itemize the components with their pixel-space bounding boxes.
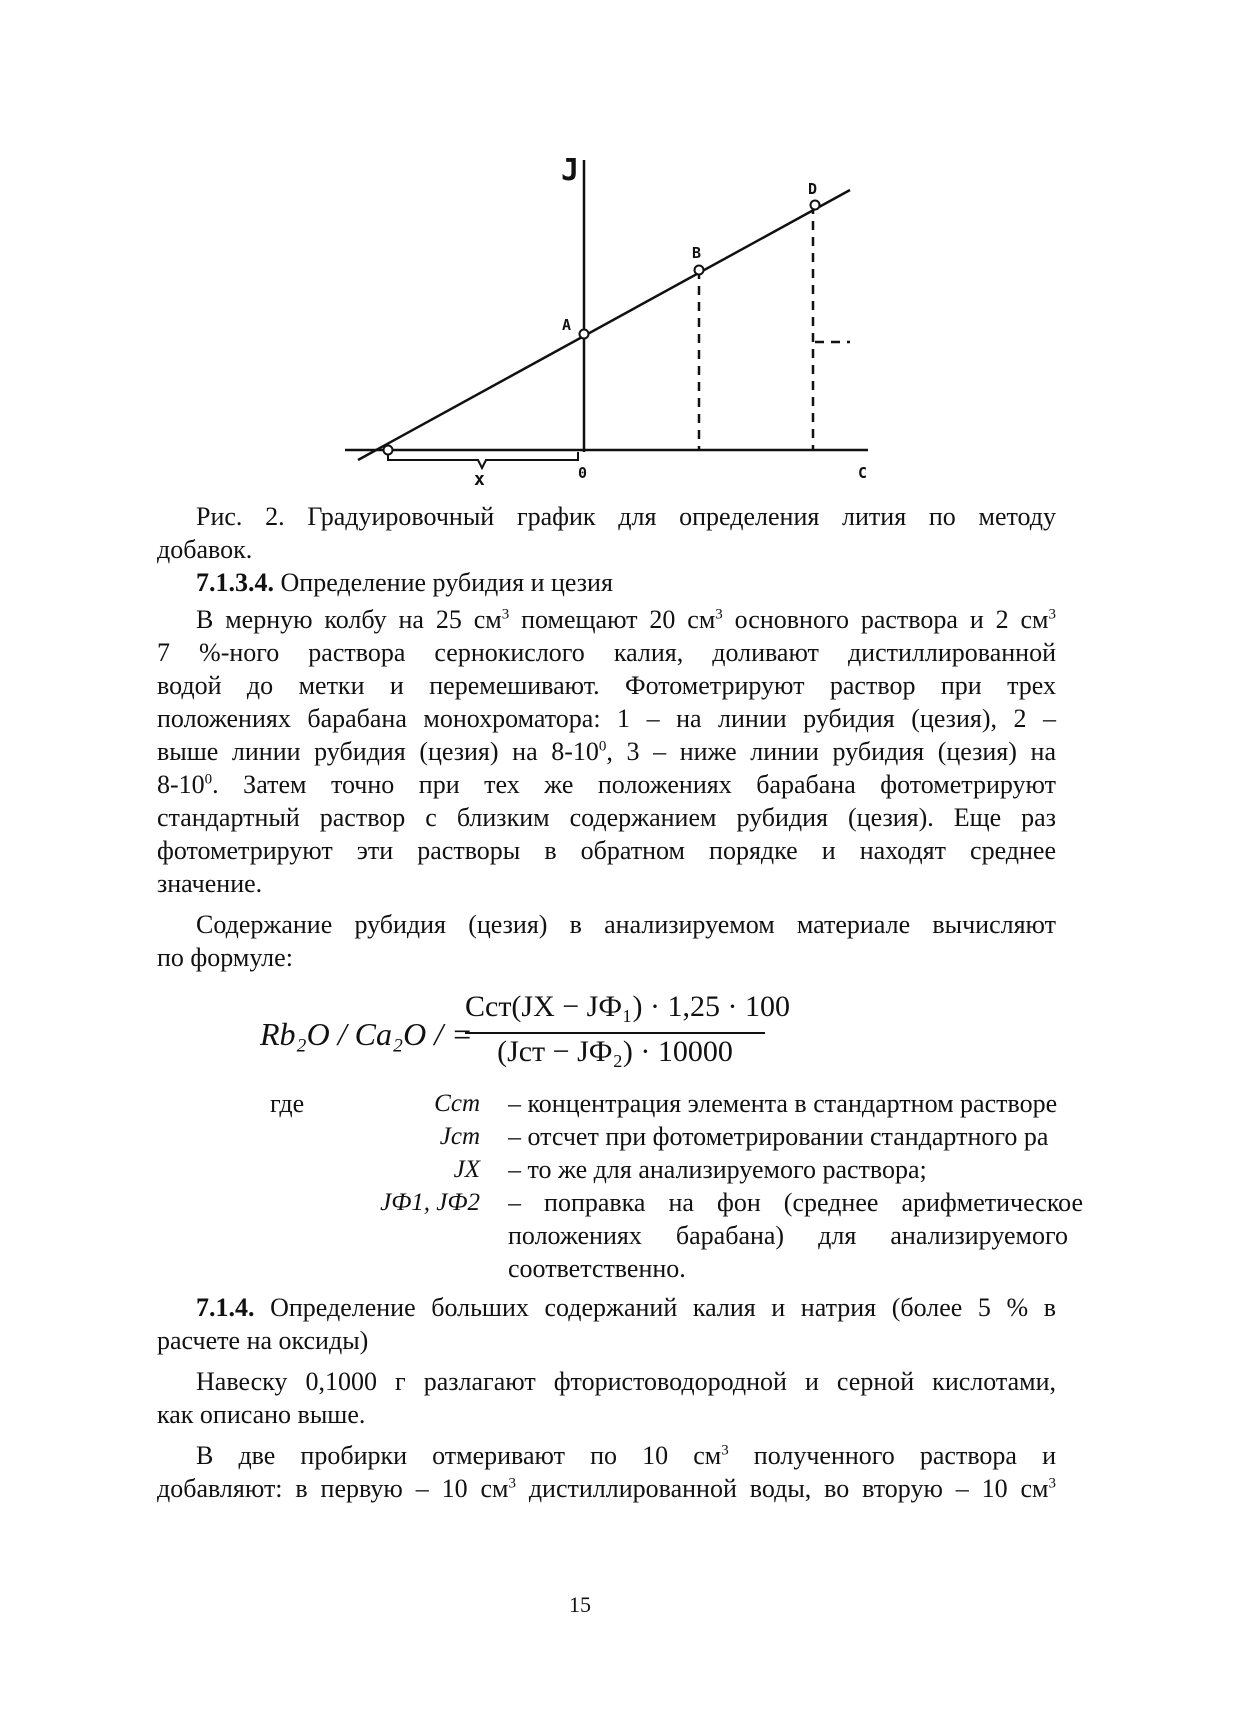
formula-denominator: (Jст − JФ₂) · 10000 bbox=[497, 1035, 733, 1068]
label-a: A bbox=[562, 316, 572, 334]
where-label: где bbox=[270, 1089, 305, 1118]
label-x: x bbox=[474, 469, 485, 490]
point-a bbox=[580, 330, 589, 339]
figure-caption-line2: добавок. bbox=[157, 535, 253, 564]
calibration-line bbox=[358, 190, 850, 460]
formula-numerator: Cст(JX − JФ₁) · 1,25 · 100 bbox=[465, 990, 790, 1023]
fraction-bar bbox=[465, 1032, 765, 1034]
point-d bbox=[811, 201, 820, 210]
definition-text: положениях барабана) для анализируемого bbox=[508, 1221, 1068, 1250]
point-x-intercept bbox=[384, 446, 393, 455]
section-number: 7.1.4. bbox=[196, 1293, 255, 1322]
definition-text: – концентрация элемента в стандартном растворе bbox=[508, 1089, 1058, 1118]
definition-text: соответственно. bbox=[508, 1254, 686, 1283]
definition-symbol: Jст bbox=[439, 1123, 480, 1150]
point-b bbox=[695, 266, 704, 275]
axis-label-j: J bbox=[561, 153, 580, 188]
definition-symbol: JX bbox=[453, 1156, 480, 1183]
section-heading-7134 bbox=[196, 566, 613, 599]
label-0: 0 bbox=[578, 464, 588, 482]
page-number: 15 bbox=[569, 1592, 591, 1617]
label-d: D bbox=[808, 180, 818, 198]
formula-lhs: Rb₂O / Ca₂O / = bbox=[260, 1016, 473, 1052]
figure-caption-line1: Рис. 2. Градуировочный график для определения лития по методу bbox=[196, 502, 1056, 531]
calibration-graph bbox=[0, 0, 1240, 500]
section-title: Определение рубидия и цезия bbox=[280, 568, 613, 597]
section-number: 7.1.3.4. bbox=[196, 568, 274, 597]
x-brace bbox=[388, 452, 578, 468]
label-c: C bbox=[858, 464, 868, 482]
definition-text: – отсчет при фотометрировании стандартного ра bbox=[508, 1122, 1049, 1151]
definition-text: – поправка на фон (среднее арифметическое bbox=[508, 1188, 1083, 1217]
definition-symbol: JФ1, JФ2 bbox=[380, 1189, 480, 1216]
label-b: B bbox=[692, 244, 702, 262]
definition-text: – то же для анализируемого раствора; bbox=[508, 1155, 927, 1184]
formula-rb2o-ca2o bbox=[250, 990, 790, 1080]
definition-symbol: Cст bbox=[434, 1090, 480, 1117]
